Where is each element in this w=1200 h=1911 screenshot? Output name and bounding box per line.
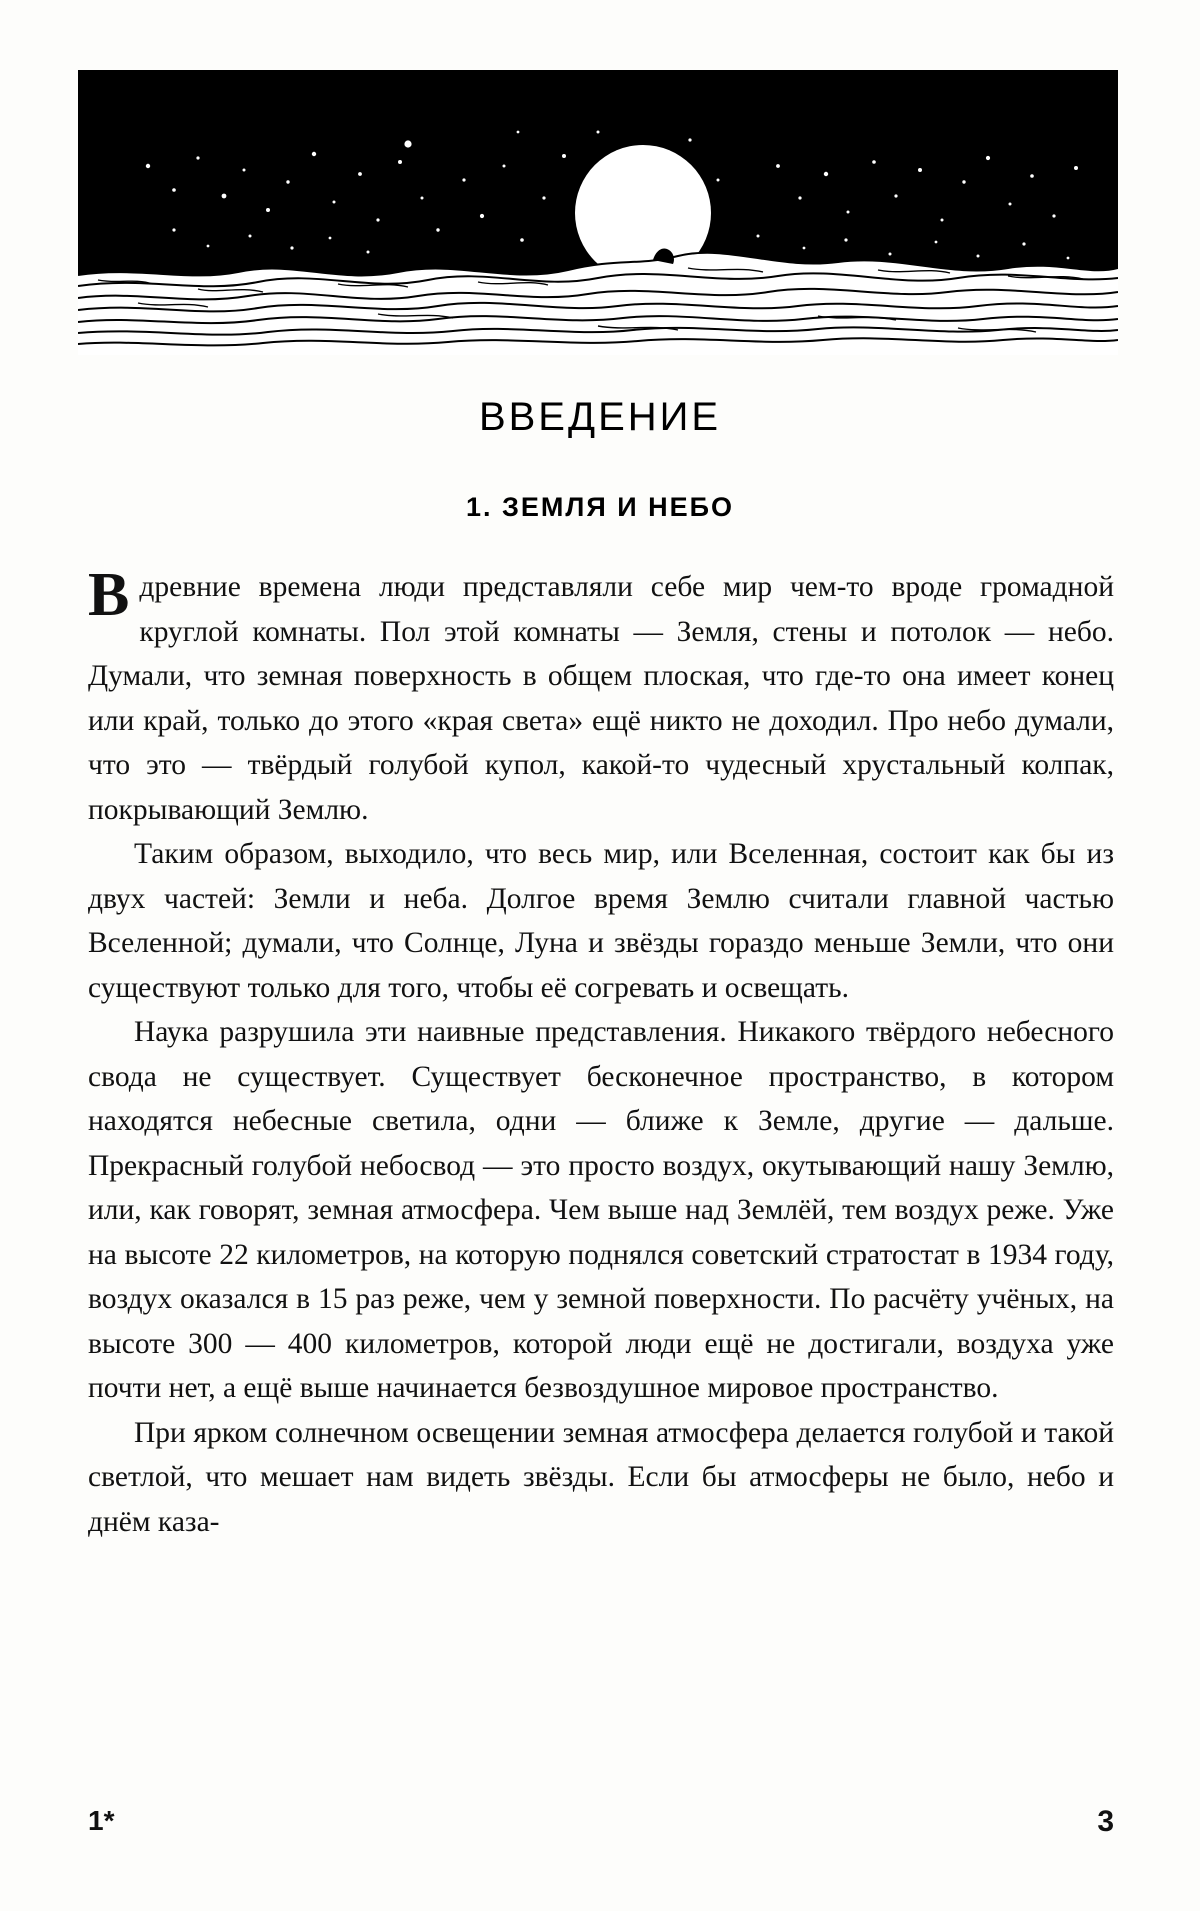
paragraph-2: Таким образом, выходило, что весь мир, или Вселенная, состоит как бы из двух частей: Земли и неба. Долгое время Землю считали главной частью Вселенной; думали, что Солнце, Луна и звёзды гораздо меньше Земли, что они существуют только для того, чтобы её согревать и освещать. [88,838,1114,1004]
page-footer [88,1805,1114,1845]
illustration-night-sky [78,70,1118,355]
drop-cap: В [88,561,130,629]
paragraph-1 [88,561,1114,832]
paragraph-4: При ярком солнечном освещении земная атмосфера делается голубой и такой светлой, что мешает нам видеть звёзды. Если бы атмосферы не было, небо и днём каза- [88,1416,1114,1538]
chapter-title: ВВЕДЕНИЕ [478,395,722,439]
section-title: 1. ЗЕМЛЯ И НЕБО [465,492,735,522]
paragraph-3: Наука разрушила эти наивные представления. Никакого твёрдого небесного свода не существует. Существует бесконечное пространство, в котором находятся небесные светила, одни — ближе к Земле, другие — дальше. Прекрасный голубой небосвод — это просто воздух, окутывающий нашу Землю, или, как говорят, земная атмосфера. Чем выше над Землёй, тем воздух реже. Уже на высоте 22 километров, на которую поднялся советский стратостат в 1934 году, воздух оказался в 15 раз реже, чем у земной поверхности. По расчёту учёных, на высоте 300 — 400 километров, которой люди ещё не достигали, воздуха уже почти нет, а ещё выше начинается безвоздушное мировое пространство. [88,1016,1114,1404]
page-number: 3 [1097,1805,1114,1838]
paragraph-1-text: древние времена люди представляли себе мир чем-то вроде громадной круглой комнаты. Пол этой комнаты — Земля, стены и потолок — небо. Думали, что земная поверхность в общем плоская, что где-то она имеет конец или край, только до этого «края света» ещё никто не доходил. Про небо думали, что это — твёрдый голубой купол, какой-то чудесный хрустальный колпак, покрывающий Землю. [88,571,1114,826]
body-text [88,561,1114,1544]
night-sky-artwork [78,70,1118,355]
signature-mark: 1* [88,1805,115,1836]
